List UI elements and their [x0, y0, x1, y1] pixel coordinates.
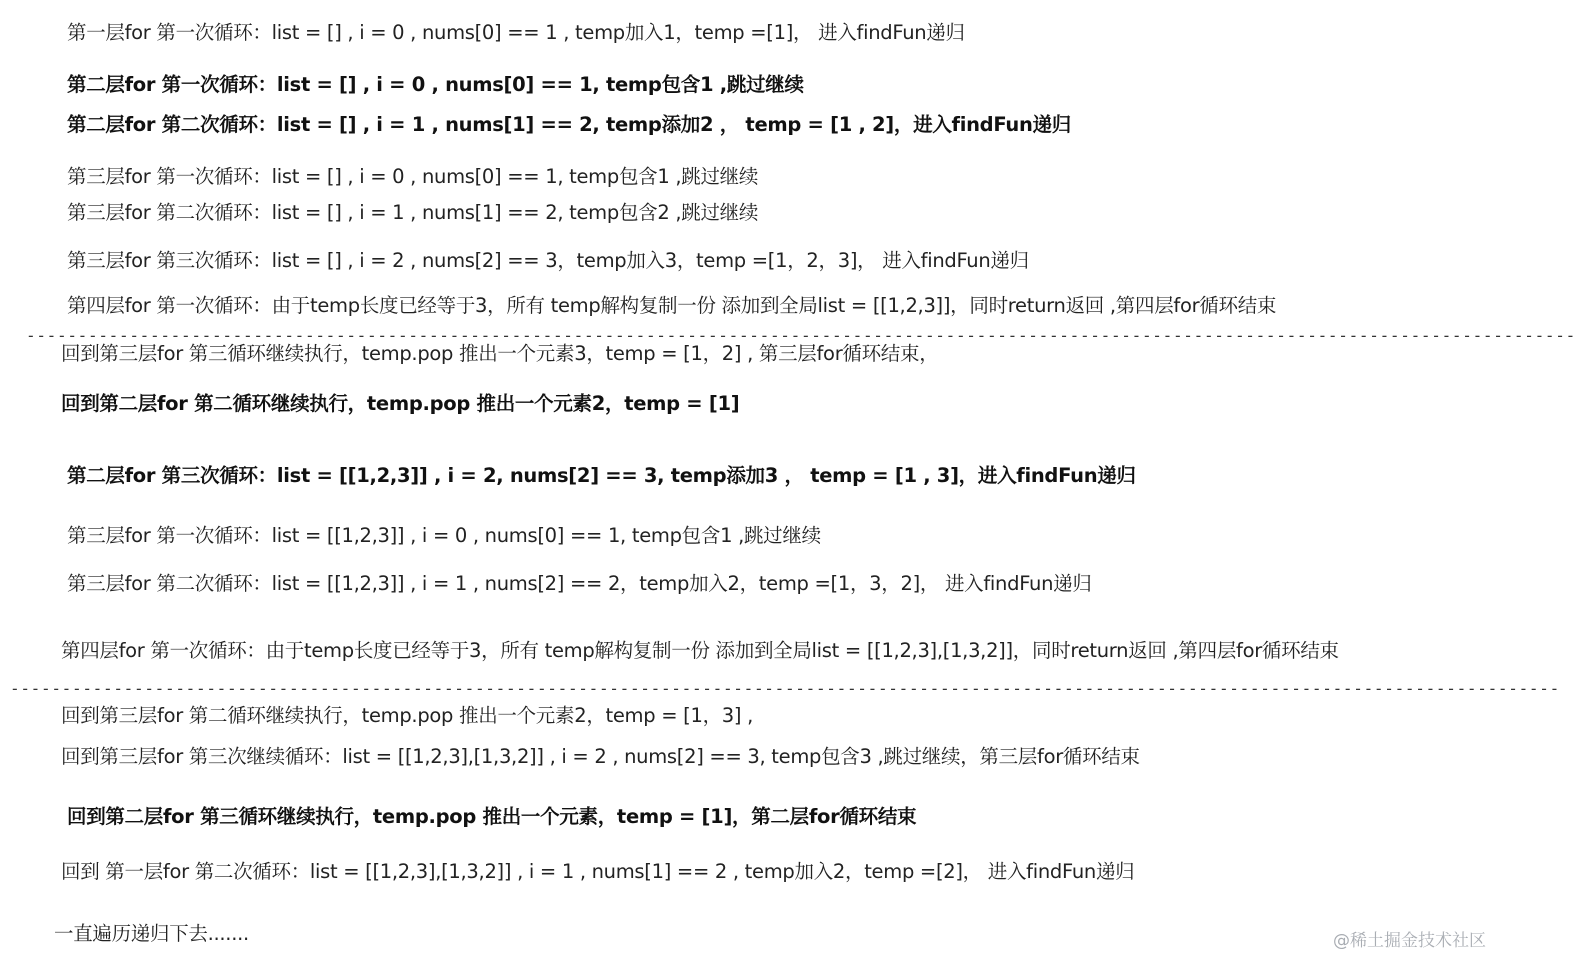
watermark-text: @稀土掘金技术社区 [1333, 931, 1486, 951]
trace-line-8: 回到第三层for 第三循环继续执行，temp.pop 推出一个元素3，temp = [1，2] , 第三层for循环结束， [61, 342, 939, 365]
trace-line-11: 第三层for 第一次循环：list = [[1,2,3]] , i = 0 , nums[0] == 1, temp包含1 ,跳过继续 [67, 524, 821, 547]
trace-line-7: 第四层for 第一次循环：由于temp长度已经等于3，所有 temp解构复制一份 添加到全局list = [[1,2,3]]，同时return返回 ,第四层for循环结束 [67, 294, 1277, 317]
trace-line-3: 第二层for 第二次循环：list = [] , i = 1 , nums[1] == 2, temp添加2 ， temp = [1 , 2]，进入findFun递归 [67, 113, 1071, 136]
trace-line-10: 第二层for 第三次循环：list = [[1,2,3]] , i = 2, nums[2] == 3, temp添加3 ， temp = [1 , 3]，进入findFun递归 [67, 464, 1136, 487]
trace-line-6: 第三层for 第三次循环：list = [] , i = 2 , nums[2] == 3，temp加入3，temp =[1，2，3]， 进入findFun递归 [67, 249, 1029, 272]
trace-line-13: 第四层for 第一次循环：由于temp长度已经等于3，所有 temp解构复制一份 添加到全局list = [[1,2,3],[1,3,2]]，同时return返回 ,第四层for循环结束 [61, 639, 1339, 662]
trace-line-12: 第三层for 第二次循环：list = [[1,2,3]] , i = 1 , nums[2] == 2，temp加入2，temp =[1，3，2]， 进入findFun递归 [67, 572, 1092, 595]
trace-line-14: 回到第三层for 第二循环继续执行，temp.pop 推出一个元素2，temp = [1，3] , [61, 704, 753, 727]
trace-line-16: 回到第二层for 第三循环继续执行，temp.pop 推出一个元素，temp = [1]，第二层for循环结束 [67, 805, 917, 828]
trace-line-5: 第三层for 第二次循环：list = [] , i = 1 , nums[1] == 2, temp包含2 ,跳过继续 [67, 201, 759, 224]
trace-line-15: 回到第三层for 第三次继续循环：list = [[1,2,3],[1,3,2]] , i = 2 , nums[2] == 3, temp包含3 ,跳过继续，第三层for循环结束 [61, 745, 1140, 768]
divider-line-1: ------------------------------------------------------------------------------------------------------------------------------------------------------ [26, 326, 1576, 345]
trace-line-2: 第二层for 第一次循环：list = [] , i = 0 , nums[0] == 1, temp包含1 ,跳过继续 [67, 73, 804, 96]
trace-line-17: 回到 第一层for 第二次循环：list = [[1,2,3],[1,3,2]] , i = 1 , nums[1] == 2 , temp加入2，temp =[2]， 进入findFun递归 [61, 860, 1135, 883]
trace-line-9: 回到第二层for 第二循环继续执行，temp.pop 推出一个元素2，temp = [1] [61, 392, 740, 415]
divider-line-2: ------------------------------------------------------------------------------------------------------------------------------------------------------ [10, 679, 1560, 698]
trace-line-18: 一直遍历递归下去....... [54, 922, 249, 945]
trace-line-1: 第一层for 第一次循环：list = [] , i = 0 , nums[0] == 1 , temp加入1，temp =[1]， 进入findFun递归 [67, 21, 965, 44]
trace-line-4: 第三层for 第一次循环：list = [] , i = 0 , nums[0] == 1, temp包含1 ,跳过继续 [67, 165, 759, 188]
